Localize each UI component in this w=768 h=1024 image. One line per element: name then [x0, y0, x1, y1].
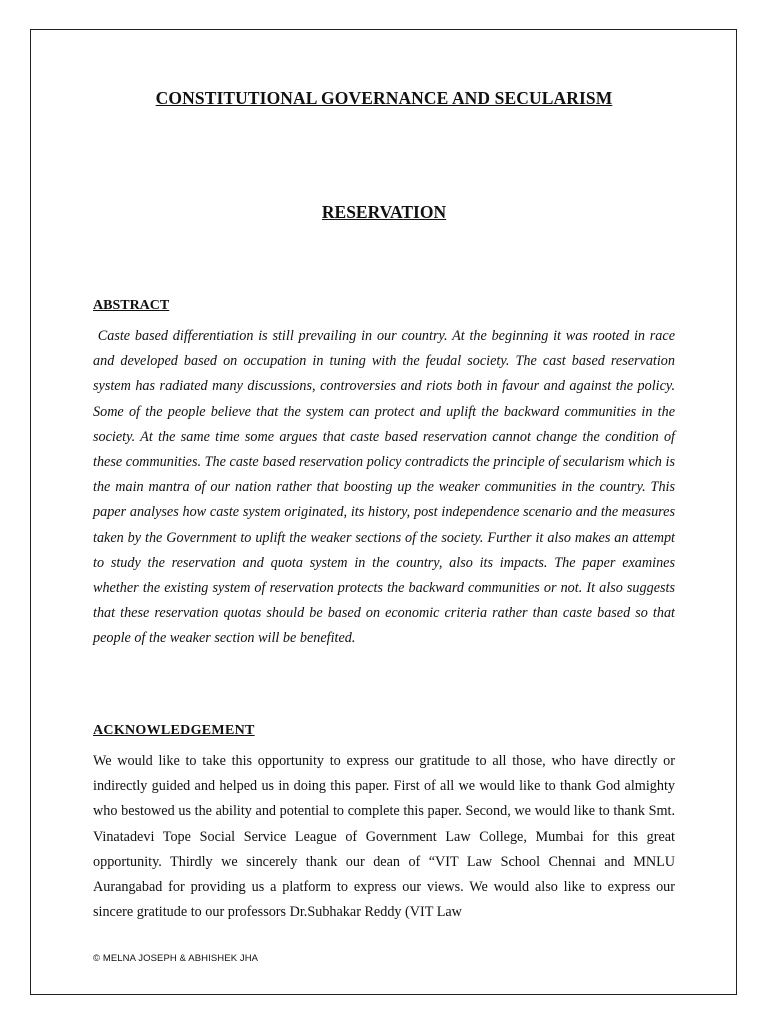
acknowledgement-heading: ACKNOWLEDGEMENT [93, 723, 255, 738]
document-subtitle: RESERVATION [321, 202, 447, 222]
acknowledgement-paragraph: We would like to take this opportunity to express our gratitude to all those, who have directly or indirectly guided and helped us in doing this paper. First of all we would like to thank God almighty who bestowed us the ability and potential to complete this paper. Second, we would like to thank Smt. Vinatadevi Tope Social Service League of Government Law College, Mumbai for this great opportunity. Thirdly we sincerely thank our dean of “VIT Law School Chennai and MNLU Aurangabad for providing us a platform to express our views. We would also like to express our sincere gratitude to our professors Dr.Subhakar Reddy (VIT Law [93, 753, 675, 921]
abstract-paragraph: Caste based differentiation is still prevailing in our country. At the beginning it was rooted in race and developed based on occupation in tuning with the feudal society. The cast based reservation system has radiated many discussions, controversies and riots both in favour and against the policy. Some of the people believe that the system can protect and uplift the backward communities in the society. At the same time some argues that caste based reservation cannot change the condition of these communities. The caste based reservation policy contradicts the principle of secularism which is the main mantra of our nation rather that boosting up the weaker communities in the country. This paper analyses how caste system originated, its history, post independence scenario and the measures taken by the Government to uplift the weaker sections of the society. Further it also makes an attempt to study the reservation and quota system in the country, also its impacts. The paper examines whether the existing system of reservation protects the backward communities or not. It also suggests that these reservation quotas should be based on economic criteria rather than caste based so that people of the weaker section will be benefited. [93, 328, 675, 647]
abstract-heading: ABSTRACT [93, 298, 170, 313]
document-title: CONSTITUTIONAL GOVERNANCE AND SECULARISM [155, 88, 613, 108]
page-footer: © MELNA JOSEPH & ABHISHEK JHA [93, 953, 259, 964]
